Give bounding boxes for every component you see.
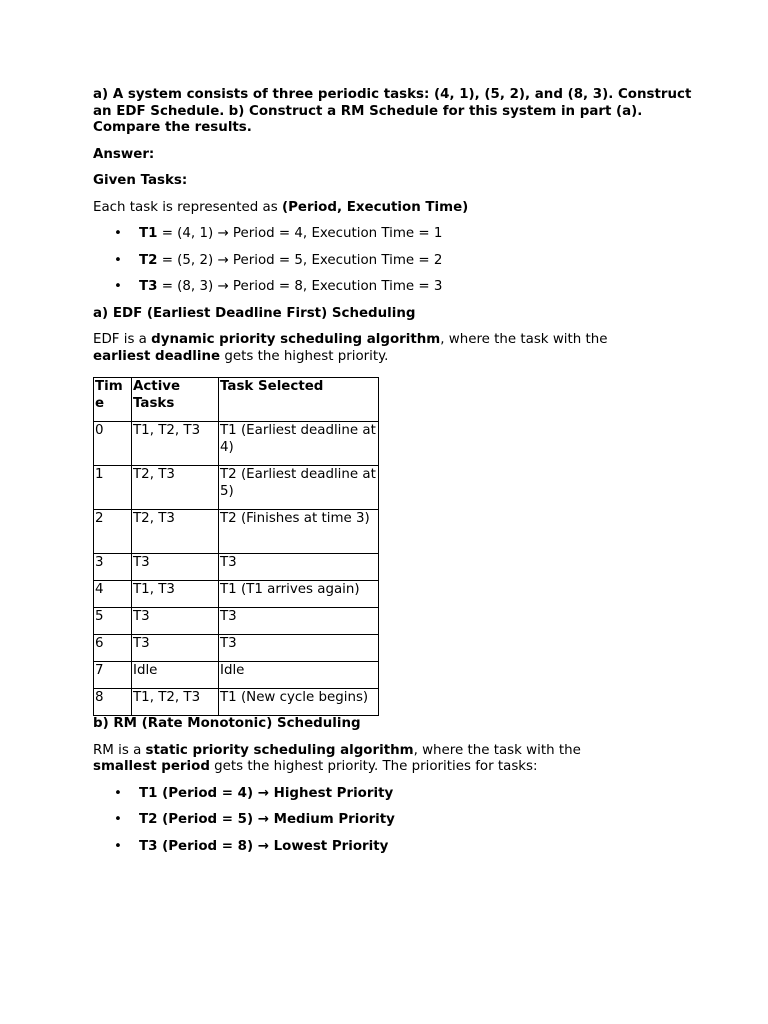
- representation-text: Each task is represented as (Period, Execution Time): [93, 199, 469, 215]
- table-row: 3 T3 T3: [94, 554, 379, 581]
- task-list: [93, 226, 693, 296]
- list-item: • T2 (Period = 5) → Medium Priority: [93, 812, 693, 829]
- table-row: 0 T1, T2, T3 T1 (Earliest deadline at 4): [94, 422, 379, 466]
- header-task-selected: Task Selected: [219, 378, 379, 422]
- edf-schedule-table: [93, 377, 379, 716]
- table-row: 5 T3 T3: [94, 608, 379, 635]
- table-row: 1 T2, T3 T2 (Earliest deadline at 5): [94, 466, 379, 510]
- table-row: 7 Idle Idle: [94, 662, 379, 689]
- table-row: 2 T2, T3 T2 (Finishes at time 3): [94, 510, 379, 554]
- priority-list: [93, 786, 693, 856]
- question-part-a: a) A system consists of three periodic tasks: (4, 1), (5, 2), and (8, 3). Construct an EDF Schedule.: [93, 87, 692, 119]
- rm-heading: b) RM (Rate Monotonic) Scheduling: [93, 716, 361, 731]
- list-item: • T1 = (4, 1) → Period = 4, Execution Time = 1: [93, 226, 693, 243]
- edf-heading: a) EDF (Earliest Deadline First) Scheduling: [93, 305, 416, 321]
- question-part-b: b) Construct a RM Schedule for this system in part (a). Compare the results.: [93, 103, 643, 135]
- list-item: • T2 = (5, 2) → Period = 5, Execution Time = 2: [93, 253, 693, 270]
- table-row: 4 T1, T3 T1 (T1 arrives again): [94, 581, 379, 608]
- table-row: 6 T3 T3: [94, 635, 379, 662]
- given-heading: Given Tasks:: [93, 173, 188, 188]
- table-header-row: [94, 378, 379, 422]
- document-page: [93, 87, 693, 865]
- list-item: • T1 (Period = 4) → Highest Priority: [93, 786, 693, 803]
- list-item: • T3 (Period = 8) → Lowest Priority: [93, 839, 693, 856]
- header-active-tasks: Active Tasks: [132, 378, 219, 422]
- question-text: [93, 87, 693, 137]
- list-item: • T3 = (8, 3) → Period = 8, Execution Time = 3: [93, 279, 693, 296]
- edf-description: EDF is a dynamic priority scheduling algorithm, where the task with the earliest deadline gets the highest priority.: [93, 332, 608, 364]
- table-row: 8 T1, T2, T3 T1 (New cycle begins): [94, 689, 379, 716]
- rm-description: RM is a static priority scheduling algorithm, where the task with the smallest period gets the highest priority. The priorities for tasks:: [93, 742, 581, 774]
- header-time: Tim e: [94, 378, 132, 422]
- answer-heading: Answer:: [93, 146, 155, 162]
